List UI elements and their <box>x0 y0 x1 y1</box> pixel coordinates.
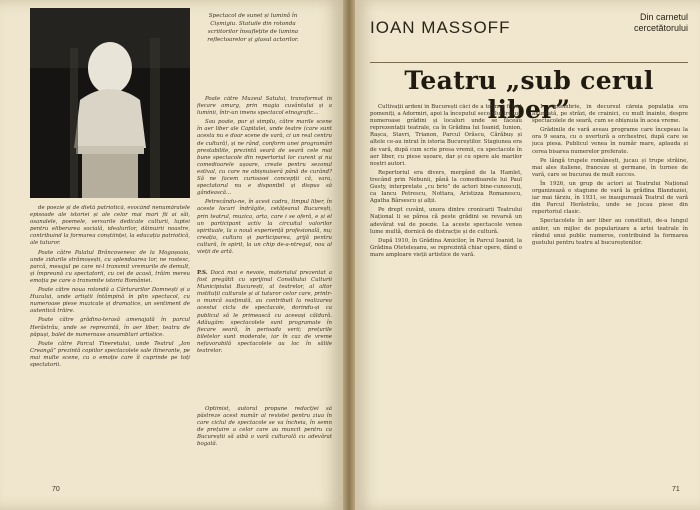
ps-label: P.S. <box>197 270 208 276</box>
paragraph: Petrecându-ne, în acest cadru, timpul liber, în aceste locuri îndrăgite, cetățeanul București, prin teatrul, muzica, arta, care i se oferă, e și el un participant activ la circuitul valorilor spirituale, la o nouă experiență profesională, nu; creația, cultura și participarea, grijă pentru cultură, în spirit, la un chip de-a-ntregul, nou al vieții de artă. <box>197 199 332 255</box>
ps-text: Dacă mai e nevoie, materialul prezentat a fost pregătit cu sprijinul Consiliului Culturii Municipiului București, al teatrelor, al altor instituții culturale și al tuturor celor care, printr-o muncă susținută, au contribuit la realizarea acestui ciclu de spectacole, dorindu-și ca publicul să le primească cu aceeași căldură. Adăugăm: spectacolele sunt programate în fiecare seară, în perioada verii; prețurile biletelor sunt moderate, iar în caz de vreme nefavorabilă spectacolele au loc în sălile teatrelor. <box>197 270 332 355</box>
paragraph: Poate către grădina-terasă amenajată în parcul Herăstrău, unde se reprezintă, în aer liber, teatru de păpuși, balet de numeroase ansambluri artistice. <box>30 317 190 338</box>
paragraph: Poate către Palatul Brâncovenesc de la Mogoșoaia, unde zidurile strămoșești, cu splendoarea lor, ne rostesc, parcă, mesajul pe care ni-l transmit vremurile de demult, și împreună cu spectatorii, cu cei de acasă, trăim mereu emoția pe care o transmite istoria României. <box>30 249 190 284</box>
paragraph: Sau poate, pur și simplu, către marile scene în aer liber ale Capitalei, unde teatre (care sunt acesta nu e doar scene de vară, ci un real centru de cultură), și ne rând, conform unei programări prestabilite, prezintă seară de seară cele mai bune spectacole din repertoriul lor curent și nu comedioarele ușoare, create pentru sezonul estival, cu care ne obișnuiseră până de curând? Să ne facem curioasei concepții că, vara, spectatorul nu e disponibil și dispus să gândească… <box>197 119 332 197</box>
left-page <box>0 0 343 510</box>
article-column-2 <box>532 104 688 480</box>
author-name: IOAN MASSOFF <box>370 18 511 37</box>
paragraph: După 1910, în Grădina Amicilor, în Parcul Ioanid, la Grădina Oteteleșanu, se reprezintă chiar opere, dând o mare amploare vieții artistice de vară. <box>370 237 522 258</box>
paragraph: de poezie și de dietă patriotică, evocând nenumăratele episoade ale istoriei și ale celor mai mari fii ai săi, osanalele, poemele, versurile dedicate culturii, luptei pentru eliberarea socială, idealurilor, dăinuirii noastre, contribuind la formarea conștiinței, la educația patriotică, ale tuturor. <box>30 205 190 247</box>
binding-gutter <box>343 0 355 510</box>
statue-photo <box>30 8 190 198</box>
paragraph: Spectacolele în aer liber au constituit, de-a lungul anilor, un mijloc de popularizare a artei teatrale în rândul unui public numeros, contribuind la formarea gustului pentru teatru al bucureștenilor. <box>532 218 688 246</box>
paragraph: Poate către Muzeul Satului, transformat în fiecare amurg, prin magia cuvântului și a luminii, într-un imens spectacol etnografic… <box>197 96 332 117</box>
page-number-left: 70 <box>52 486 60 493</box>
paragraph: Pe drept cuvânt, unora dintre cronicarii Teatrului Național li se părea că peste grădini se revarsă un adevărat val de poezie. La aceste spectacole venea lume multă, dornică de distracție și de cultură. <box>370 207 522 235</box>
paragraph: Optimist, autorul propune redacției să păstreze acest număr al revistei pentru ziua în care ciclul de spectacole se va încheia, în semn de prețuire a celor care au muncit pentru ca Bucureștii să aibă o vară culturală cu adevărat bogată. <box>197 406 332 448</box>
paragraph: Repertoriul era divers, mergând de la Hamlet, trecând prin Nebunii, până la comedioarele lui Paul Gusty, interpretate „cu brio” de actori bine-cunoscuți, ca Iancu Petrescu, Nottara, Aristizza Romanescu, Agatha Bârsescu și alții. <box>370 169 522 205</box>
paragraph: Poate către noua rotondă a Cărturarilor Domnești și a Huzului, unde artiștii întâmpină în plin spectacol, cu numeroase piese muzicale și dramatice, un sentiment de autentică trăire. <box>30 287 190 315</box>
paragraph: Cultivații ardeni în București căci de a tot mai fi fost pomeniți, a Adormiri, apoi la începutul secolului trecut, numeroase grădini și localuri unde se făceau reprezentații teatrale, ca în Grădina lui Ioanid, Iunion, Rașca, Stavri, Trianon, Parcul Orăscu, Cărăbuș și altele ce-au intrat în istoria Bucureștilor. Stagiunea era de vară, după cum scrie presa vremii, cu spectacole în aer liber, cu piese ușoare, dar și cu opere ale marilor noștri autori. <box>370 104 522 167</box>
article-column-1 <box>370 104 522 480</box>
paragraph: 1 septembrie, în decursul căreia populația era anunțată, pe străzi, de crainici, cu mult înainte, despre spectacolele de seară, cum se obișnuia în acea vreme. <box>532 104 688 125</box>
paragraph: Pe lângă trupele românești, jucau și trupe străine, mai ales italiene, franceze și germane, în turnee de vară, care se bucurau de mult succes. <box>532 157 688 178</box>
series-title: Din carnetul cercetătorului <box>633 12 688 33</box>
left-page-column-left <box>30 205 190 467</box>
statue-illustration <box>30 8 190 198</box>
paragraph: În 1926, un grup de actori ai Teatrului Național organizează o stagiune de vară la grădina Blanduziei, iar mai târziu, în 1931, se inaugurează Teatrul de vară din Parcul Herăstrău, unde se jucau piese din repertoriul clasic. <box>532 180 688 216</box>
closing-note <box>197 406 332 462</box>
paragraph: Poate către Parcul Tineretului, unde Teatrul „Ion Creangă” prezintă copiilor spectacolele sale itinerante, pe mai multe scene, cu o emoție care îi cuprinde pe toți spectatorii. <box>30 340 190 368</box>
postscript <box>197 270 332 402</box>
paragraph: Grădinile de vară aveau programe care începeau la ora 9 seara, cu o uvertură a orchestrei, după care se juca piesa. Publicul venea în număr mare, aplauda și cerea bisarea numerelor preferate. <box>532 127 688 155</box>
page-number-right: 71 <box>672 486 680 493</box>
article-headline: Teatru „sub cerul liber” <box>404 66 654 124</box>
photo-caption: Spectacol de sunet și lumină în Cișmigiu. Statuile din rotonda scriitorilor însuflețite de lumina reflectoarelor și glasul actorilor. <box>207 13 299 43</box>
left-page-column-right <box>197 96 332 266</box>
